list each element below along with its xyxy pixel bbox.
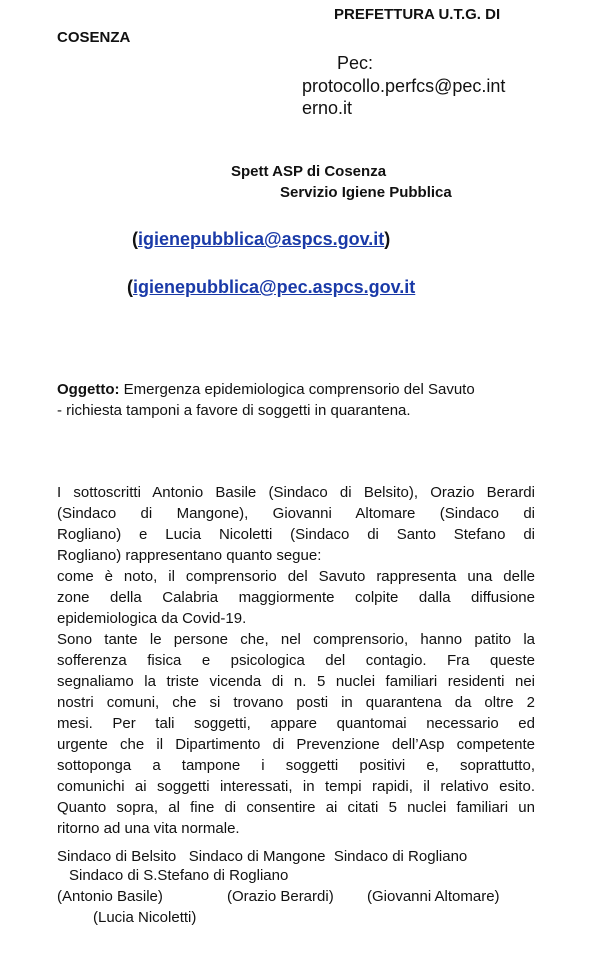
close-paren: )	[384, 229, 391, 249]
body-line: Sono tante le persone che, nel comprensorio, hanno patito la	[57, 631, 535, 648]
body-line: comunichi ai soggetti interessati, in tempi rapidi, il relativo esito.	[57, 778, 535, 795]
signature-name-altomare: (Giovanni Altomare)	[367, 888, 500, 905]
body-line: urgente che il Dipartimento di Prevenzione dell’Asp competente	[57, 736, 535, 753]
subject-line1	[57, 381, 475, 398]
signature-name-berardi: (Orazio Berardi)	[227, 888, 334, 905]
subject-line2: - richiesta tamponi a favore di soggetti in quarantena.	[57, 402, 411, 419]
signature-name-basile: (Antonio Basile)	[57, 888, 163, 905]
email-pec-aspcs	[127, 277, 415, 298]
recipient-line2: Servizio Igiene Pubblica	[280, 184, 452, 201]
open-paren: (	[132, 229, 138, 249]
body-line: (Sindaco di Mangone), Giovanni Altomare (Sindaco di	[57, 505, 535, 522]
email-link-pec-aspcs[interactable]: igienepubblica@pec.aspcs.gov.it	[133, 277, 416, 297]
recipient-line1: Spett ASP di Cosenza	[231, 163, 387, 180]
pec-address-line2: erno.it	[302, 98, 353, 118]
body-line: segnaliamo la triste vicenda di n. 5 nuclei familiari residenti nei	[57, 673, 535, 690]
subject-label: Oggetto:	[57, 381, 120, 398]
body-line: Quanto sopra, al fine di consentire ai citati 5 nuclei familiari un	[57, 799, 535, 816]
body-line: Rogliano) e Lucia Nicoletti (Sindaco di Santo Stefano di	[57, 526, 535, 543]
subject-text-1: Emergenza epidemiologica comprensorio del Savuto	[119, 381, 475, 398]
body-line: Rogliano) rappresentano quanto segue:	[57, 547, 322, 564]
signature-titles-line2: Sindaco di S.Stefano di Rogliano	[69, 867, 289, 884]
body-line: sofferenza fisica e psicologica del contagio. Fra queste	[57, 652, 535, 669]
email-aspcs	[132, 229, 390, 250]
body-line: mesi. Per tali soggetti, appare quantomai necessario ed	[57, 715, 535, 732]
prefettura-heading-line2: COSENZA	[57, 29, 131, 46]
signature-name-nicoletti: (Lucia Nicoletti)	[93, 909, 197, 926]
body-line: I sottoscritti Antonio Basile (Sindaco di Belsito), Orazio Berardi	[57, 484, 535, 501]
body-line: ritorno ad una vita normale.	[57, 820, 240, 837]
body-line: come è noto, il comprensorio del Savuto rappresenta una delle	[57, 568, 535, 585]
signature-titles-line1: Sindaco di Belsito Sindaco di Mangone Sindaco di Rogliano	[57, 848, 468, 865]
body-line: nostri comuni, che si trovano posti in quarantena da oltre 2	[57, 694, 535, 711]
open-paren: (	[127, 277, 133, 297]
pec-address-line1: protocollo.perfcs@pec.int	[302, 76, 506, 96]
body-line: epidemiologica da Covid-19.	[57, 610, 247, 627]
prefettura-heading-line1: PREFETTURA U.T.G. DI	[334, 6, 501, 23]
body-line: zone della Calabria maggiormente colpite dalla diffusione	[57, 589, 535, 606]
pec-label: Pec:	[337, 53, 374, 73]
email-link-aspcs[interactable]: igienepubblica@aspcs.gov.it	[138, 229, 385, 249]
body-line: sottoponga a tampone i soggetti positivi e, soprattutto,	[57, 757, 535, 774]
